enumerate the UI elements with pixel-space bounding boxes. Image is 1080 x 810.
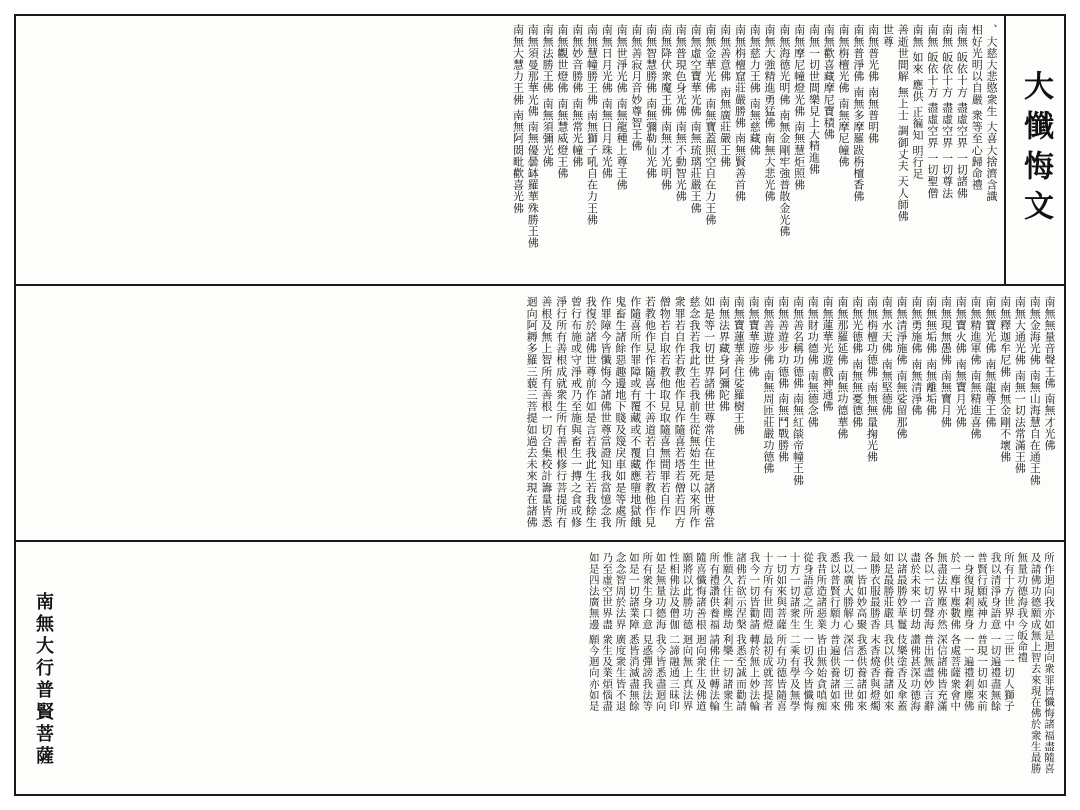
text-column: 南無那羅延佛 南無功德華佛 (835, 296, 849, 440)
text-column: 南無釋迦牟尼佛 南無金剛不壞佛 (998, 296, 1012, 463)
text-column: 念念智周於法界 廣度衆生皆不退 (614, 552, 627, 712)
text-column: 無量功德海我今皈命禮 (1016, 552, 1029, 663)
text-column: 南無蓮華光遊戲神通佛 (821, 296, 835, 412)
text-column: 十方一切諸衆生 二乘有學及無學 (788, 552, 801, 712)
text-column: 南無普現色身光佛 南無不動智光佛 (674, 24, 688, 203)
text-column: 僧物若自取若教他取見取隨喜無間罪若自作 (658, 296, 672, 517)
text-column: 南無 皈依十方 盡虛空界 一切聖僧 (925, 24, 939, 199)
text-column: 南無須曼那華光佛 南無優曇缽羅華殊勝王佛 (526, 24, 540, 249)
text-column: 南無 皈依十方 盡虛空界 一切諸佛 (955, 24, 969, 199)
text-column: 於一塵中塵數佛 各處菩薩衆會中 (949, 552, 962, 712)
text-column: 一切如來與菩薩 所有功德皆隨喜 (775, 552, 788, 712)
text-column: 南無寶華遊步佛 (747, 296, 761, 378)
text-column: 我復於諸佛世尊前作如是言若我此生若我餘生 (584, 296, 598, 528)
text-column: 作罪障今皆懺悔今諸佛世尊當證知我當憶念我 (599, 296, 613, 528)
text-column: 善根及無上智所有善根一切合集校計籌量皆悉 (539, 296, 553, 528)
text-column: 南無大通光佛 南無一切法常滿王佛 (1013, 296, 1027, 475)
text-column: 、大慈大悲愍衆生 大喜大捨濟含識 (985, 24, 998, 203)
text-column: 鬼畜生諸餘惡趣邊地下賤及篾戾車如是等處所 (613, 296, 627, 528)
text-column: 南無世淨光佛 南無龍種上尊王佛 (615, 24, 629, 191)
text-column: 南無 如來 應供 正徧知 明行足 (911, 24, 925, 180)
repentance-sheet (14, 14, 1066, 796)
text-column: 如是一切諸業障 悉皆消滅盡無餘 (627, 552, 640, 712)
text-column: 世尊 (881, 24, 895, 48)
text-column: 南無善遊步佛 南無周匝莊嚴功德佛 (761, 296, 775, 475)
text-column: 南無普淨佛 南無多摩羅跋栴檀香佛 (851, 24, 865, 203)
text-column: 十方所有世間燈 最初成就菩提者 (761, 552, 774, 712)
middle-band (16, 288, 1064, 542)
text-column: 所有十方世界中 三世一切人獅子 (1002, 552, 1015, 712)
text-column: 盡於未來一切劫 讚佛甚深功德海 (909, 552, 922, 712)
text-column: 善逝世間解 無上士 調御丈夫 天人師佛 (896, 24, 910, 222)
text-column: 南無栴檀功德佛 南無無量掬光佛 (865, 296, 879, 463)
text-column: 南無寶光佛 南無龍尊王佛 (983, 296, 997, 428)
text-column: 所作迴向我亦如是迴向衆罪皆懺悔諸福盡隨喜 (1043, 552, 1055, 774)
text-column: 南無寶蓮華善住娑羅樹王佛 (732, 296, 746, 436)
buddha-names-columns (24, 24, 998, 278)
text-column: 作隨喜所作罪障或有覆藏或不覆藏應墮地獄餓 (628, 296, 642, 528)
text-column: 南無現無愚佛 南無寶月佛 (939, 296, 953, 428)
text-column: 南無善意佛 南無廣莊嚴王佛 (718, 24, 732, 168)
text-column: 南無栴檀光佛 南無摩尼幢佛 (837, 24, 851, 168)
text-column: 南無法界藏身阿彌陀佛 (717, 296, 731, 412)
text-column: 南無歡喜藏摩尼寶積佛 (822, 24, 836, 140)
text-column: 南無水天佛 南無堅德佛 (880, 296, 894, 417)
text-column: 從身語意之所生 一切我今皆懺悔 (801, 552, 814, 712)
text-column: 南無海德光明佛 南無金剛牢強普散金光佛 (777, 24, 791, 237)
text-column: 南無妙音勝佛 南無常光幢佛 (570, 24, 584, 168)
top-band (16, 16, 1064, 286)
text-column: 及請佛功德願成無上智去來現在佛於衆生最勝 (1029, 552, 1042, 774)
text-column: 普賢行願威神力 普現一切如來前 (976, 552, 989, 712)
text-column: 南無法勝王佛 南無須彌光佛 (541, 24, 555, 168)
text-column: 淨行所有善根成就衆生所有善根修行菩提所有 (554, 296, 568, 528)
text-column: 南無光德佛 南無無憂德佛 (850, 296, 864, 428)
text-column: 南無慧幢勝王佛 南無獅子吼自在力王佛 (585, 24, 599, 226)
text-column: 迴向阿耨多羅三藐三菩提如過去未來現在諸佛 (525, 296, 539, 528)
text-column: 我昔所造諸惡業 皆由無始貪嗔痴 (815, 552, 828, 712)
text-column: 如是等一切世界諸佛世尊常住在世是諸世尊當 (702, 296, 716, 528)
text-column: 南無大慧力王佛 南無阿閦毗歡喜光佛 (511, 24, 525, 214)
text-column: 無盡法界塵亦然 深信諸佛皆充滿 (935, 552, 948, 712)
text-column: 願將以此勝功德 迴向無上真法界 (681, 552, 694, 712)
text-column: 所有禮讚供養福 請佛住世轉法輪 (708, 552, 721, 712)
text-column: 惟願久住剎塵劫 利樂一切諸衆生 (721, 552, 734, 712)
text-column: 南無智慧勝佛 南無彌勒仙光佛 (644, 24, 658, 179)
text-column: 隨喜懺悔諸善根 迴向衆生及佛道 (694, 552, 707, 712)
text-column: 南無一切世間樂見上大精進佛 (807, 24, 821, 175)
text-column: 南無寶火佛 南無寶月光佛 (954, 296, 968, 428)
text-column: 我以廣大勝解心 深信一切三世佛 (842, 552, 855, 712)
bottom-band (16, 544, 1064, 796)
text-column: 南無勇施佛 南無清淨佛 (909, 296, 923, 417)
text-column: 南無清淨施佛 南無娑留那佛 (895, 296, 909, 440)
text-column: 最勝衣服最勝香 末香燒香與燈燭 (868, 552, 881, 712)
text-column: 南無無量音聲王佛 南無才光佛 (1043, 296, 1056, 451)
text-column: 南無善名稱功德佛 南無紅燄帝幢王佛 (791, 296, 805, 486)
repentance-columns (24, 296, 1056, 534)
text-column: 南無慈力王佛 南無慈藏佛 (748, 24, 762, 156)
text-column: 如是四法廣無邊 願今迴向亦如是 (587, 552, 600, 712)
verse-columns (112, 552, 1056, 790)
text-column: 如是最勝莊嚴具 我以供養諸如來 (882, 552, 895, 712)
text-column: 南無善寂月音妙尊智王佛 (629, 24, 643, 152)
text-column: 各以一切音聲海 普出無盡妙言辭 (922, 552, 935, 712)
text-column: 一身復現剎塵身 一一遍禮剎塵佛 (962, 552, 975, 712)
bodhisattva-label: 南無大行普賢菩薩 (33, 592, 54, 768)
text-column: 乃至虛空世界盡 衆生及業煩惱盡 (601, 552, 614, 712)
text-column: 如是無量功德海 我今皆悉盡迴向 (654, 552, 667, 712)
text-column: 我以清淨身語意 一切遍禮盡無餘 (989, 552, 1002, 712)
text-column: 衆罪若自作若教他作見作隨喜若塔若僧若四方 (673, 296, 687, 528)
text-column: 南無金華光佛 南無寶蓋照空自在力王佛 (703, 24, 717, 226)
text-column: 慈念我若我此生若我前生從無始生死以來所作 (687, 296, 701, 528)
text-column: 悉以普賢行願力 普遍供養諸如來 (828, 552, 841, 712)
text-column: 性相佛法及僧伽 二諦融通三昧印 (668, 552, 681, 712)
text-column: 若教他作見作隨喜十不善道若自作若教他作見 (643, 296, 657, 528)
text-column: 曾行布施或守淨戒乃至施與畜生一摶之食或修 (569, 296, 583, 528)
text-column: 南無普光佛 南無普明佛 (866, 24, 880, 145)
text-column: 南無栴檀窟莊嚴勝佛 南無賢善首佛 (733, 24, 747, 203)
text-column: 南無善遊步功德佛 南無鬥戰勝佛 (776, 296, 790, 463)
text-column: 南無 皈依十方 盡虛空界 一切尊法 (940, 24, 954, 199)
text-column: 以諸最勝妙華鬘 伎樂塗香及傘蓋 (895, 552, 908, 712)
text-column: 一一皆如妙高聚 我悉供養諸如來 (855, 552, 868, 712)
text-column: 相好光明以自嚴 衆等至心歸命禮 (970, 24, 984, 191)
text-column: 南無精進軍佛 南無精進喜佛 (969, 296, 983, 440)
text-column: 南無日月光佛 南無日月珠光佛 (600, 24, 614, 179)
text-column: 南無財功德佛 南無德念佛 (806, 296, 820, 428)
text-column: 南無虛空寶華光佛 南無琉璃莊嚴王佛 (689, 24, 703, 214)
text-column: 所有衆生身口意 見惑彈謗我法等 (641, 552, 654, 712)
title-block (1004, 16, 1064, 284)
text-column: 南無降伏衆魔王佛 南無才光明佛 (659, 24, 673, 191)
text-column: 南無大強精進勇猛佛 南無大悲光佛 (763, 24, 777, 203)
text-column: 南無無垢佛 南無離垢佛 (924, 296, 938, 417)
text-column: 我今一切皆勸請 轉於無上妙法輪 (748, 552, 761, 712)
text-column: 南無金海光佛 南無山海慧自在通王佛 (1028, 296, 1042, 486)
text-column: 南無摩尼幢燈光佛 南無慧炬照佛 (792, 24, 806, 191)
text-column: 諸佛若欲示涅槃 我悉至誠而勸請 (735, 552, 748, 712)
text-column: 南無觀世燈佛 南無慧威燈王佛 (555, 24, 569, 179)
page-title: 大懺悔文 (1018, 70, 1053, 230)
